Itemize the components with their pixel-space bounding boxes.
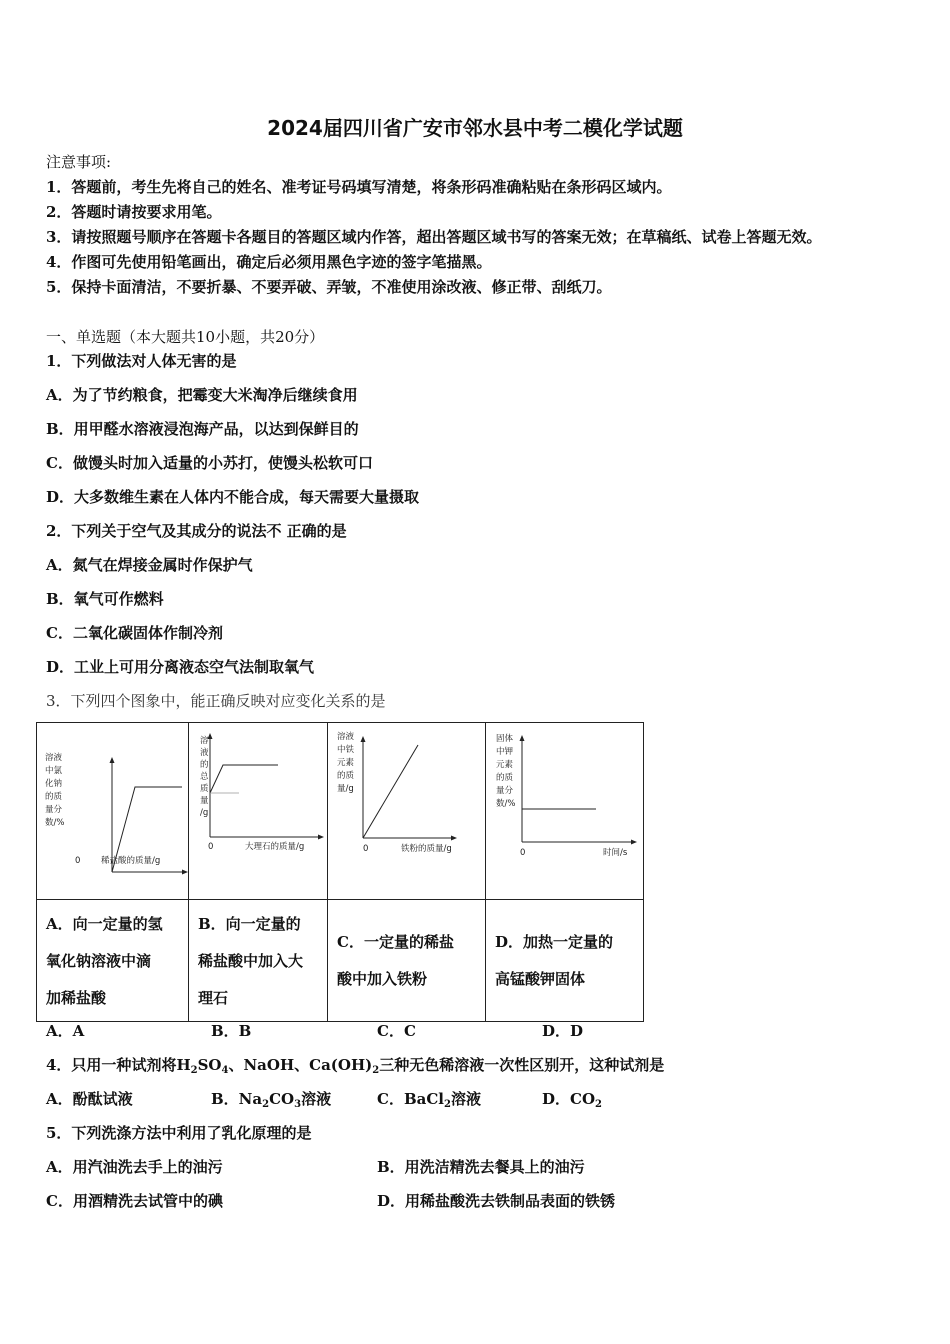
q1-option-d: D．大多数维生素在人体内不能合成，每天需要大量摄取 <box>46 488 420 506</box>
graph-c-ylabel-3: 元素 <box>337 758 355 768</box>
graph-b-ylabel-4: 总 <box>200 772 209 782</box>
graph-d-xlabel: 时间/s <box>603 848 628 858</box>
q1-option-a: A．为了节约粮食，把霉变大米淘净后继续食用 <box>46 386 358 404</box>
graph-b-ylabel-7: /g <box>200 808 209 818</box>
graph-d-ylabel-4: 的质 <box>496 773 514 783</box>
graph-b <box>189 723 327 895</box>
caption-a-line-1: A．向一定量的氢 <box>46 915 163 933</box>
graph-b-ylabel-6: 量 <box>200 796 209 806</box>
q2-option-c: C．二氧化碳固体作制冷剂 <box>46 624 223 642</box>
caption-d <box>486 900 644 1022</box>
caption-d-line-2: 高锰酸钾固体 <box>495 970 586 988</box>
q2-option-d: D．工业上可用分离液态空气法制取氧气 <box>46 658 315 676</box>
q4-option-c: C．BaCl$_2$溶液 <box>377 1090 481 1110</box>
q2-stem: 2．下列关于空气及其成分的说法不 正确的是 <box>46 522 347 540</box>
section-heading: 一、单选题（本大题共10小题，共20分） <box>46 328 325 346</box>
graph-d <box>486 723 643 895</box>
caption-c <box>328 900 486 1022</box>
graph-b-origin: 0 <box>208 842 214 852</box>
graph-c-ylabel-4: 的质 <box>337 771 355 781</box>
graph-d-cell <box>486 723 644 900</box>
q5-option-b: B．用洗洁精洗去餐具上的油污 <box>377 1158 585 1176</box>
graph-a-xlabel: 稀盐酸的质量/g <box>101 856 161 866</box>
caption-b-line-1: B．向一定量的 <box>198 915 301 933</box>
caption-b-line-2: 稀盐酸中加入大 <box>198 952 304 970</box>
graph-d-ylabel-2: 中钾 <box>496 747 514 757</box>
graph-c-origin: 0 <box>363 844 369 854</box>
graph-a-ylabel-3: 化钠 <box>45 779 63 789</box>
q5-stem: 5．下列洗涤方法中利用了乳化原理的是 <box>46 1124 312 1142</box>
notice-item-4: 4．作图可先使用铅笔画出，确定后必须用黑色字迹的签字笔描黑。 <box>46 253 492 271</box>
graph-b-cell <box>189 723 328 900</box>
graph-b-ylabel-2: 液 <box>200 748 209 758</box>
page-title: 2024届四川省广安市邻水县中考二模化学试题 <box>267 116 683 140</box>
graph-a-origin: 0 <box>75 856 81 866</box>
q2-option-a: A．氮气在焊接金属时作保护气 <box>46 556 253 574</box>
q3-answer-a: A．A <box>46 1022 85 1040</box>
q3-graph-table <box>36 722 644 1022</box>
graph-d-origin: 0 <box>520 848 526 858</box>
graph-c-ylabel-2: 中铁 <box>337 745 355 755</box>
graph-a-ylabel-1: 溶液 <box>45 753 63 763</box>
q5-option-d: D．用稀盐酸洗去铁制品表面的铁锈 <box>377 1192 616 1210</box>
graph-a-cell <box>37 723 189 900</box>
notice-item-3: 3．请按照题号顺序在答题卡各题目的答题区域内作答，超出答题区域书写的答案无效；在草稿纸、试卷上答题无效。 <box>46 228 822 246</box>
q1-option-c: C．做馒头时加入适量的小苏打，使馒头松软可口 <box>46 454 373 472</box>
caption-a-line-3: 加稀盐酸 <box>46 989 107 1007</box>
q4-option-b: B．$Na_2CO_3$溶液 <box>211 1090 332 1110</box>
q5-option-a: A．用汽油洗去手上的油污 <box>46 1158 223 1176</box>
graph-d-ylabel-5: 量分 <box>496 786 514 796</box>
caption-c-line-2: 酸中加入铁粉 <box>337 970 428 988</box>
q4-stem: 4．只用一种试剂将$H_2SO_4$、NaOH、$Ca(OH)_2$三种无色稀溶液一次性区别开，这种试剂是 <box>46 1056 665 1076</box>
graph-a-ylabel-2: 中氯 <box>45 766 63 776</box>
graph-a-ylabel-5: 量分 <box>45 805 63 815</box>
notice-heading: 注意事项: <box>46 153 112 171</box>
notice-item-1: 1．答题前，考生先将自己的姓名、准考证号码填写清楚，将条形码准确粘贴在条形码区域内。 <box>46 178 672 196</box>
caption-a <box>37 900 189 1022</box>
q3-answer-b: B．B <box>211 1022 252 1040</box>
q3-answer-c: C．C <box>377 1022 416 1040</box>
q1-stem: 1．下列做法对人体无害的是 <box>46 352 237 370</box>
caption-b <box>189 900 328 1022</box>
graph-d-ylabel-6: 数/% <box>496 799 516 809</box>
graph-c-ylabel-5: 量/g <box>337 784 354 794</box>
caption-a-line-2: 氧化钠溶液中滴 <box>46 952 152 970</box>
q1-option-b: B．用甲醛水溶液浸泡海产品，以达到保鲜目的 <box>46 420 359 438</box>
caption-b-line-3: 理石 <box>198 989 229 1007</box>
q5-option-c: C．用酒精洗去试管中的碘 <box>46 1192 223 1210</box>
graph-b-ylabel-5: 质 <box>200 784 209 794</box>
caption-c-line-1: C．一定量的稀盐 <box>337 933 454 951</box>
graph-d-ylabel-3: 元素 <box>496 760 514 770</box>
graph-a-ylabel-6: 数/% <box>45 818 65 828</box>
notice-item-2: 2．答题时请按要求用笔。 <box>46 203 222 221</box>
graph-c-ylabel-1: 溶液 <box>337 732 355 742</box>
graph-b-ylabel-1: 溶 <box>200 736 209 746</box>
q3-stem: 3．下列四个图象中，能正确反映对应变化关系的是 <box>46 692 386 710</box>
q2-option-b: B．氧气可作燃料 <box>46 590 164 608</box>
graph-b-xlabel: 大理石的质量/g <box>245 842 305 852</box>
q4-option-d: D．$CO_2$ <box>542 1090 602 1110</box>
q4-option-a: A．酚酞试液 <box>46 1090 133 1108</box>
graph-a <box>37 723 188 895</box>
caption-d-line-1: D．加热一定量的 <box>495 933 614 951</box>
graph-c <box>328 723 485 895</box>
graph-c-xlabel: 铁粉的质量/g <box>401 844 452 854</box>
graph-b-ylabel-3: 的 <box>200 760 209 770</box>
q3-answer-d: D．D <box>542 1022 584 1040</box>
graph-c-cell <box>328 723 486 900</box>
graph-d-ylabel-1: 固体 <box>496 734 514 744</box>
notice-item-5: 5．保持卡面清洁，不要折暴、不要弄破、弄皱，不准使用涂改液、修正带、刮纸刀。 <box>46 278 612 296</box>
graph-a-ylabel-4: 的质 <box>45 792 63 802</box>
